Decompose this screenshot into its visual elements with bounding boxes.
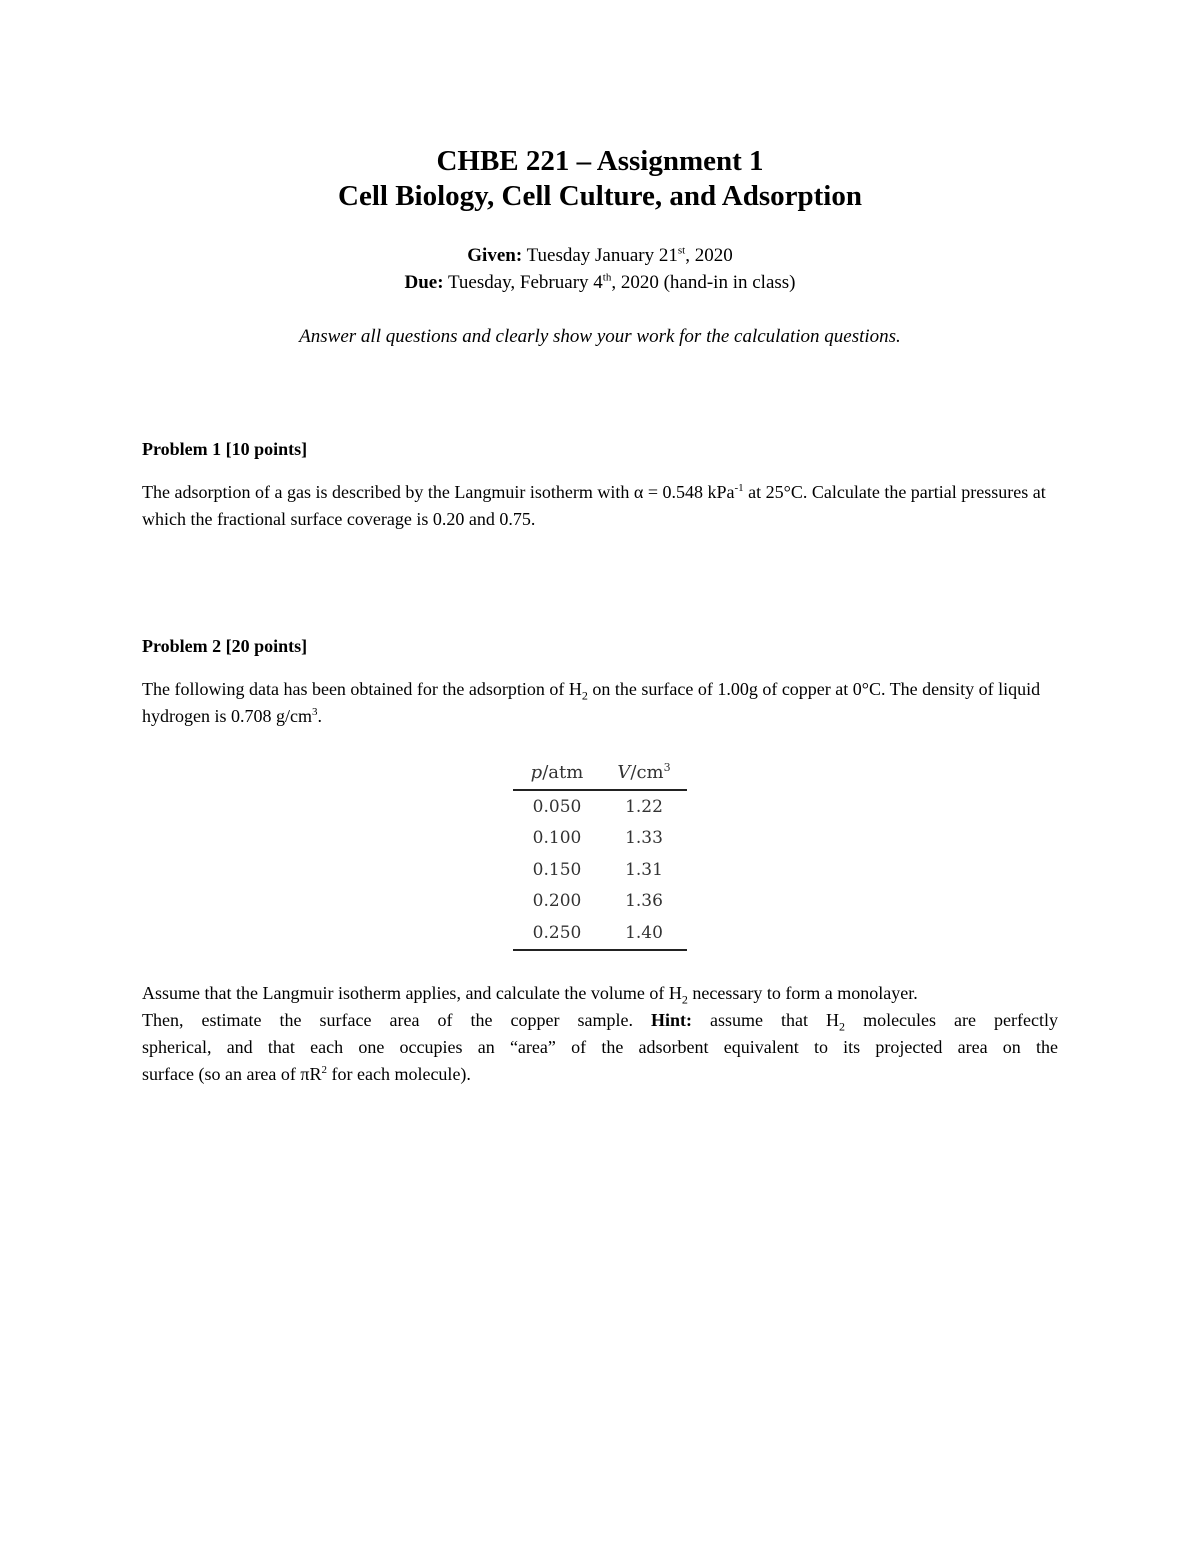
due-date-sup: th xyxy=(602,271,612,284)
problem1-text-a: The adsorption of a gas is described by the Langmuir isotherm with α = 0.548 kPa xyxy=(142,482,735,502)
problem1-sup: -1 xyxy=(734,482,744,494)
volume-cell: 1.36 xyxy=(625,891,663,912)
problem1-heading: Problem 1 [10 points] xyxy=(142,439,308,459)
table-header-row xyxy=(513,755,687,790)
given-date-sup: st xyxy=(677,244,686,257)
pressure-var: p xyxy=(530,761,543,783)
volume-cell: 1.40 xyxy=(625,922,663,943)
problem2-body-line3: spherical, and that each one occupies an “area” of the adsorbent equivalent to its projected area on the xyxy=(142,1037,1058,1057)
problem2-intro-b: on the surface of 1.00g of copper at 0°C. The density of liquid hydrogen is 0.708 g/cm xyxy=(142,679,1041,726)
problem2-body-l2-sub: 2 xyxy=(839,1019,846,1034)
hint-label: Hint: xyxy=(650,1010,692,1030)
problem2-intro-sub: 2 xyxy=(581,688,588,703)
due-date-text: Tuesday, February 4 xyxy=(443,272,603,293)
volume-unit-sup: 3 xyxy=(663,760,671,774)
pressure-cell: 0.250 xyxy=(532,922,582,943)
problem2-body-l4-sup: 2 xyxy=(321,1064,327,1076)
problem2-intro-c: . xyxy=(317,706,322,726)
due-date-line xyxy=(0,270,1200,296)
problem2-body-l4b: for each molecule). xyxy=(327,1064,471,1084)
problem2-body-l1a: Assume that the Langmuir isotherm applies, and calculate the volume of H xyxy=(142,983,682,1003)
given-date-text: Tuesday January 21 xyxy=(522,245,678,266)
problem2-body-l2b: assume that H xyxy=(692,1010,840,1030)
problem1-text-b: at 25°C. Calculate the partial pressures at which the fractional surface coverage is 0.20 and 0.75. xyxy=(142,482,1046,529)
instructions: Answer all questions and clearly show your work for the calculation questions. xyxy=(299,326,901,347)
volume-cell: 1.33 xyxy=(625,828,663,849)
pressure-cell: 0.200 xyxy=(532,891,582,912)
problem2-body-l2c: molecules are perfectly xyxy=(845,1010,1059,1030)
volume-var: V xyxy=(617,761,631,783)
volume-cell: 1.31 xyxy=(625,859,663,880)
pressure-cell: 0.150 xyxy=(532,859,582,880)
problem2-body-line2 xyxy=(142,1007,1058,1034)
pressure-column-header xyxy=(513,755,601,790)
pressure-cell: 0.050 xyxy=(532,796,582,817)
problem2-intro xyxy=(142,676,1058,730)
problem2-body xyxy=(142,980,1058,1088)
table-row xyxy=(513,823,687,855)
pressure-unit: /atm xyxy=(542,761,584,783)
adsorption-data-table xyxy=(513,755,687,951)
given-date-year: , 2020 xyxy=(685,245,733,266)
problem2-body-l1b: necessary to form a monolayer. xyxy=(687,983,918,1003)
problem2-body-l4a: surface (so an area of πR xyxy=(142,1064,322,1084)
problem2-intro-sup: 3 xyxy=(311,706,318,718)
problem1-text xyxy=(142,479,1058,533)
volume-unit: /cm xyxy=(630,761,664,783)
assignment-title: CHBE 221 – Assignment 1 xyxy=(436,145,764,177)
table-row xyxy=(513,790,687,823)
given-date-line xyxy=(0,243,1200,269)
table-row xyxy=(513,917,687,950)
table-row xyxy=(513,886,687,918)
due-date-year: , 2020 (hand-in in class) xyxy=(611,272,796,293)
due-label: Due: xyxy=(404,272,444,293)
problem2-heading: Problem 2 [20 points] xyxy=(142,636,308,656)
volume-cell: 1.22 xyxy=(625,796,663,817)
table-row xyxy=(513,854,687,886)
pressure-cell: 0.100 xyxy=(532,828,582,849)
problem2-body-line1 xyxy=(142,980,1058,1007)
given-label: Given: xyxy=(467,245,523,266)
assignment-subtitle: Cell Biology, Cell Culture, and Adsorption xyxy=(338,180,862,212)
problem2-body-l2a: Then, estimate the surface area of the copper sample. xyxy=(142,1010,651,1030)
problem2-body-l1-sub: 2 xyxy=(681,992,688,1007)
problem2-intro-a: The following data has been obtained for the adsorption of H xyxy=(142,679,582,699)
volume-column-header xyxy=(601,755,687,790)
problem2-body-line4 xyxy=(142,1061,1058,1088)
